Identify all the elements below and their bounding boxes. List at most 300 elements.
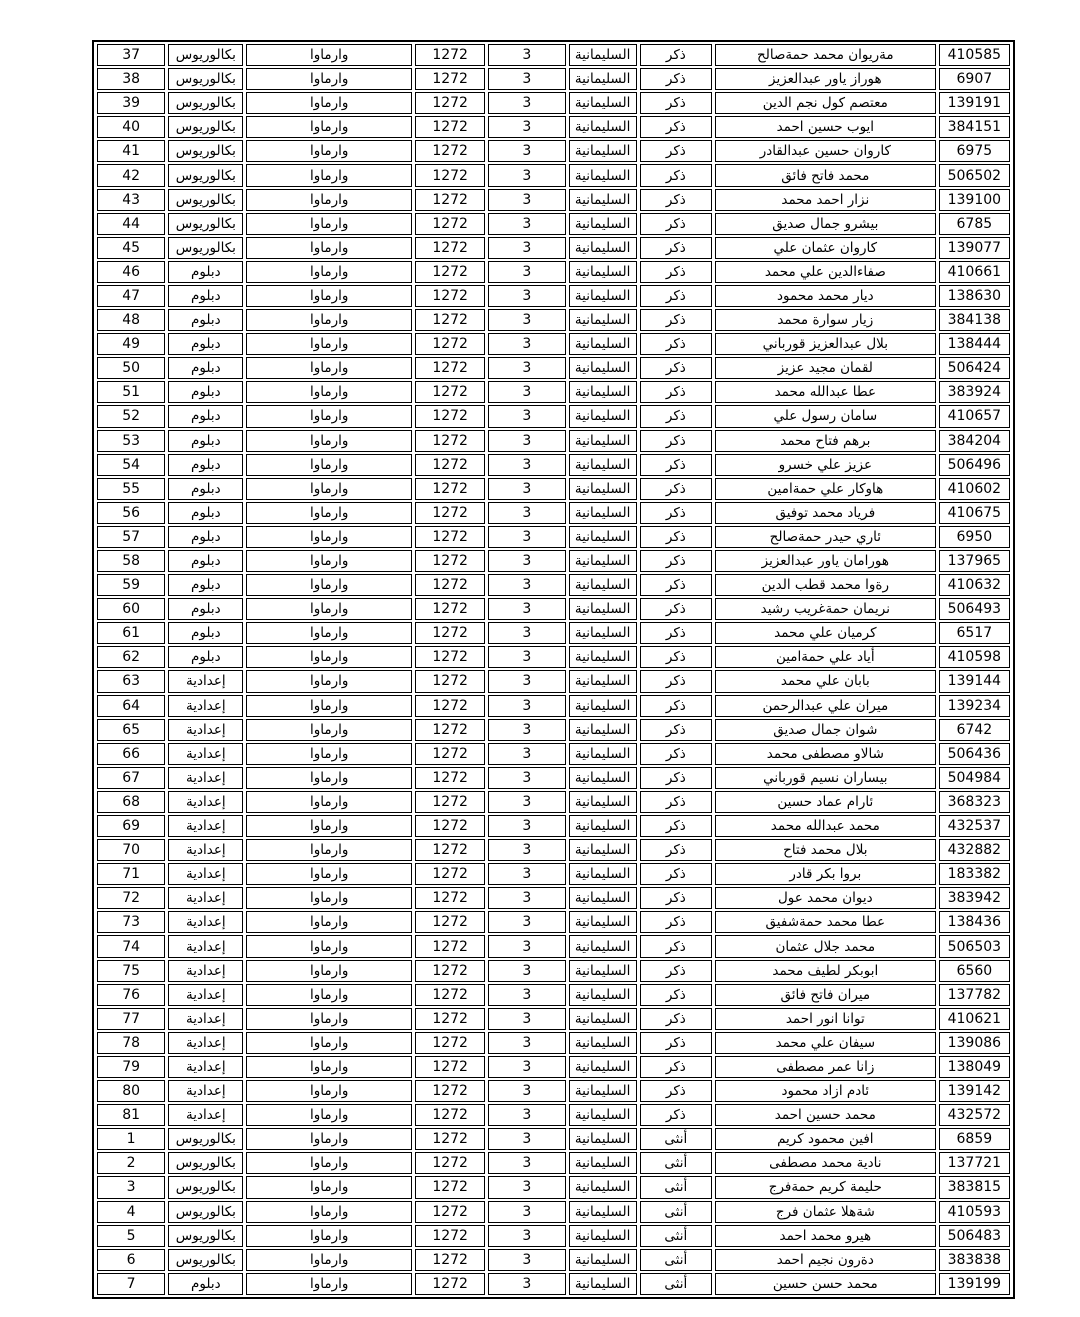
cell-education: بكالوريوس xyxy=(168,92,243,114)
cell-id: 139234 xyxy=(939,695,1010,717)
cell-seq: 45 xyxy=(97,237,165,259)
cell-seq: 78 xyxy=(97,1032,165,1054)
cell-education: إعدادية xyxy=(168,743,243,765)
cell-grade: 3 xyxy=(488,357,565,379)
cell-education: بكالوريوس xyxy=(168,1201,243,1223)
cell-gender: أنثى xyxy=(640,1128,712,1150)
cell-name: محمد عبدالله محمد xyxy=(715,815,936,837)
cell-gender: ذكر xyxy=(640,1056,712,1078)
cell-name: رةوا محمد قطب الدين xyxy=(715,574,936,596)
cell-gender: ذكر xyxy=(640,164,712,186)
cell-seq: 40 xyxy=(97,116,165,138)
cell-grade: 3 xyxy=(488,309,565,331)
cell-name: توانا انور احمد xyxy=(715,1008,936,1030)
cell-seq: 37 xyxy=(97,44,165,66)
cell-id: 6517 xyxy=(939,622,1010,644)
cell-education: بكالوريوس xyxy=(168,189,243,211)
cell-grade: 3 xyxy=(488,670,565,692)
cell-city: السليمانية xyxy=(569,405,637,427)
cell-id: 6785 xyxy=(939,213,1010,235)
cell-code: 1272 xyxy=(415,502,485,524)
cell-id: 432572 xyxy=(939,1104,1010,1126)
cell-city: السليمانية xyxy=(569,550,637,572)
cell-education: دبلوم xyxy=(168,478,243,500)
cell-education: دبلوم xyxy=(168,405,243,427)
table-row xyxy=(97,1128,1010,1150)
cell-location: وارماوا xyxy=(246,815,412,837)
cell-education: دبلوم xyxy=(168,309,243,331)
cell-gender: ذكر xyxy=(640,261,712,283)
records-table-frame xyxy=(92,40,1015,1299)
cell-seq: 68 xyxy=(97,791,165,813)
cell-education: بكالوريوس xyxy=(168,1225,243,1247)
cell-location: وارماوا xyxy=(246,478,412,500)
cell-seq: 61 xyxy=(97,622,165,644)
cell-name: محمد حسين احمد xyxy=(715,1104,936,1126)
cell-grade: 3 xyxy=(488,743,565,765)
cell-location: وارماوا xyxy=(246,189,412,211)
cell-code: 1272 xyxy=(415,1104,485,1126)
table-row xyxy=(97,1176,1010,1198)
cell-location: وارماوا xyxy=(246,68,412,90)
cell-education: إعدادية xyxy=(168,1032,243,1054)
cell-city: السليمانية xyxy=(569,44,637,66)
cell-location: وارماوا xyxy=(246,1128,412,1150)
cell-seq: 46 xyxy=(97,261,165,283)
cell-code: 1272 xyxy=(415,526,485,548)
cell-id: 410657 xyxy=(939,405,1010,427)
cell-seq: 70 xyxy=(97,839,165,861)
cell-id: 368323 xyxy=(939,791,1010,813)
cell-code: 1272 xyxy=(415,44,485,66)
cell-grade: 3 xyxy=(488,189,565,211)
cell-gender: ذكر xyxy=(640,574,712,596)
cell-location: وارماوا xyxy=(246,1032,412,1054)
cell-id: 6560 xyxy=(939,960,1010,982)
cell-grade: 3 xyxy=(488,550,565,572)
records-table-body xyxy=(97,44,1010,1295)
cell-grade: 3 xyxy=(488,1273,565,1295)
cell-grade: 3 xyxy=(488,333,565,355)
cell-seq: 79 xyxy=(97,1056,165,1078)
cell-id: 410585 xyxy=(939,44,1010,66)
cell-seq: 65 xyxy=(97,719,165,741)
cell-seq: 76 xyxy=(97,984,165,1006)
table-row xyxy=(97,1152,1010,1174)
cell-name: ديوان محمد عول xyxy=(715,887,936,909)
cell-seq: 39 xyxy=(97,92,165,114)
cell-grade: 3 xyxy=(488,767,565,789)
cell-seq: 72 xyxy=(97,887,165,909)
cell-code: 1272 xyxy=(415,309,485,331)
cell-name: بيساران نسيم قورباني xyxy=(715,767,936,789)
cell-city: السليمانية xyxy=(569,68,637,90)
cell-city: السليمانية xyxy=(569,935,637,957)
cell-seq: 77 xyxy=(97,1008,165,1030)
cell-grade: 3 xyxy=(488,791,565,813)
cell-seq: 49 xyxy=(97,333,165,355)
cell-id: 383942 xyxy=(939,887,1010,909)
cell-code: 1272 xyxy=(415,164,485,186)
cell-seq: 57 xyxy=(97,526,165,548)
cell-name: شةهلا عثمان فرج xyxy=(715,1201,936,1223)
table-row xyxy=(97,1201,1010,1223)
cell-gender: ذكر xyxy=(640,1104,712,1126)
cell-grade: 3 xyxy=(488,960,565,982)
cell-location: وارماوا xyxy=(246,863,412,885)
cell-gender: ذكر xyxy=(640,863,712,885)
cell-gender: ذكر xyxy=(640,502,712,524)
cell-name: عطا محمد حمةشفيق xyxy=(715,911,936,933)
cell-location: وارماوا xyxy=(246,598,412,620)
cell-grade: 3 xyxy=(488,381,565,403)
cell-code: 1272 xyxy=(415,140,485,162)
cell-location: وارماوا xyxy=(246,92,412,114)
cell-location: وارماوا xyxy=(246,44,412,66)
cell-location: وارماوا xyxy=(246,1152,412,1174)
table-row xyxy=(97,140,1010,162)
cell-gender: ذكر xyxy=(640,767,712,789)
cell-city: السليمانية xyxy=(569,1128,637,1150)
cell-seq: 52 xyxy=(97,405,165,427)
cell-gender: ذكر xyxy=(640,935,712,957)
cell-grade: 3 xyxy=(488,984,565,1006)
cell-grade: 3 xyxy=(488,863,565,885)
table-row xyxy=(97,526,1010,548)
cell-location: وارماوا xyxy=(246,719,412,741)
cell-education: دبلوم xyxy=(168,285,243,307)
table-row xyxy=(97,309,1010,331)
cell-education: بكالوريوس xyxy=(168,140,243,162)
cell-code: 1272 xyxy=(415,478,485,500)
cell-name: نادية محمد مصطفى xyxy=(715,1152,936,1174)
cell-location: وارماوا xyxy=(246,405,412,427)
cell-id: 139077 xyxy=(939,237,1010,259)
cell-code: 1272 xyxy=(415,935,485,957)
cell-seq: 5 xyxy=(97,1225,165,1247)
cell-city: السليمانية xyxy=(569,695,637,717)
cell-city: السليمانية xyxy=(569,1273,637,1295)
cell-education: دبلوم xyxy=(168,622,243,644)
cell-gender: ذكر xyxy=(640,622,712,644)
table-row xyxy=(97,839,1010,861)
cell-city: السليمانية xyxy=(569,1032,637,1054)
cell-id: 137965 xyxy=(939,550,1010,572)
cell-gender: ذكر xyxy=(640,960,712,982)
cell-location: وارماوا xyxy=(246,984,412,1006)
cell-code: 1272 xyxy=(415,1273,485,1295)
cell-education: بكالوريوس xyxy=(168,237,243,259)
cell-name: دةرون نجيم احمد xyxy=(715,1249,936,1271)
cell-code: 1272 xyxy=(415,92,485,114)
table-row xyxy=(97,646,1010,668)
cell-city: السليمانية xyxy=(569,1225,637,1247)
cell-id: 383815 xyxy=(939,1176,1010,1198)
cell-name: ميران فاتح فائق xyxy=(715,984,936,1006)
cell-education: بكالوريوس xyxy=(168,68,243,90)
table-row xyxy=(97,743,1010,765)
table-row xyxy=(97,767,1010,789)
table-row xyxy=(97,116,1010,138)
table-row xyxy=(97,333,1010,355)
cell-name: بابان علي محمد xyxy=(715,670,936,692)
cell-id: 410675 xyxy=(939,502,1010,524)
table-row xyxy=(97,1273,1010,1295)
cell-id: 139199 xyxy=(939,1273,1010,1295)
cell-id: 139191 xyxy=(939,92,1010,114)
cell-location: وارماوا xyxy=(246,381,412,403)
cell-name: زيار سوارة محمد xyxy=(715,309,936,331)
cell-id: 183382 xyxy=(939,863,1010,885)
cell-code: 1272 xyxy=(415,454,485,476)
cell-gender: أنثى xyxy=(640,1201,712,1223)
cell-education: إعدادية xyxy=(168,1056,243,1078)
cell-name: نريمان حمةغريب رشيد xyxy=(715,598,936,620)
cell-code: 1272 xyxy=(415,719,485,741)
cell-code: 1272 xyxy=(415,960,485,982)
cell-seq: 74 xyxy=(97,935,165,957)
cell-location: وارماوا xyxy=(246,309,412,331)
cell-gender: ذكر xyxy=(640,984,712,1006)
cell-city: السليمانية xyxy=(569,381,637,403)
cell-location: وارماوا xyxy=(246,839,412,861)
cell-grade: 3 xyxy=(488,44,565,66)
cell-education: إعدادية xyxy=(168,1080,243,1102)
cell-location: وارماوا xyxy=(246,743,412,765)
cell-city: السليمانية xyxy=(569,646,637,668)
cell-seq: 47 xyxy=(97,285,165,307)
cell-id: 138436 xyxy=(939,911,1010,933)
cell-education: بكالوريوس xyxy=(168,1249,243,1271)
cell-seq: 59 xyxy=(97,574,165,596)
cell-id: 410632 xyxy=(939,574,1010,596)
cell-location: وارماوا xyxy=(246,550,412,572)
cell-id: 506424 xyxy=(939,357,1010,379)
cell-name: محمد فاتح فائق xyxy=(715,164,936,186)
cell-name: فرياد محمد توفيق xyxy=(715,502,936,524)
cell-grade: 3 xyxy=(488,935,565,957)
cell-name: هاوكار علي حمةامين xyxy=(715,478,936,500)
table-row xyxy=(97,454,1010,476)
cell-city: السليمانية xyxy=(569,333,637,355)
cell-grade: 3 xyxy=(488,622,565,644)
cell-gender: ذكر xyxy=(640,333,712,355)
records-table xyxy=(94,42,1013,1297)
table-row xyxy=(97,285,1010,307)
cell-gender: ذكر xyxy=(640,695,712,717)
cell-id: 138049 xyxy=(939,1056,1010,1078)
cell-location: وارماوا xyxy=(246,164,412,186)
cell-name: ديار محمد محمود xyxy=(715,285,936,307)
cell-gender: ذكر xyxy=(640,357,712,379)
cell-city: السليمانية xyxy=(569,430,637,452)
table-row xyxy=(97,1080,1010,1102)
cell-city: السليمانية xyxy=(569,1249,637,1271)
cell-code: 1272 xyxy=(415,237,485,259)
cell-name: عطا عبدالله محمد xyxy=(715,381,936,403)
cell-city: السليمانية xyxy=(569,960,637,982)
cell-grade: 3 xyxy=(488,68,565,90)
cell-name: مةريوان محمد حمةصالح xyxy=(715,44,936,66)
cell-grade: 3 xyxy=(488,1056,565,1078)
cell-name: سيفان علي محمد xyxy=(715,1032,936,1054)
cell-id: 506503 xyxy=(939,935,1010,957)
cell-name: هيرو محمد احمد xyxy=(715,1225,936,1247)
cell-education: بكالوريوس xyxy=(168,1176,243,1198)
cell-education: دبلوم xyxy=(168,333,243,355)
cell-gender: ذكر xyxy=(640,887,712,909)
table-row xyxy=(97,1249,1010,1271)
cell-grade: 3 xyxy=(488,261,565,283)
cell-city: السليمانية xyxy=(569,92,637,114)
cell-seq: 43 xyxy=(97,189,165,211)
cell-gender: ذكر xyxy=(640,1032,712,1054)
cell-id: 384204 xyxy=(939,430,1010,452)
cell-education: دبلوم xyxy=(168,646,243,668)
cell-location: وارماوا xyxy=(246,526,412,548)
cell-seq: 7 xyxy=(97,1273,165,1295)
table-row xyxy=(97,357,1010,379)
cell-id: 504984 xyxy=(939,767,1010,789)
cell-gender: ذكر xyxy=(640,116,712,138)
cell-code: 1272 xyxy=(415,815,485,837)
cell-education: إعدادية xyxy=(168,719,243,741)
cell-location: وارماوا xyxy=(246,430,412,452)
cell-id: 6907 xyxy=(939,68,1010,90)
cell-education: إعدادية xyxy=(168,984,243,1006)
cell-education: إعدادية xyxy=(168,695,243,717)
cell-city: السليمانية xyxy=(569,984,637,1006)
cell-seq: 44 xyxy=(97,213,165,235)
cell-city: السليمانية xyxy=(569,309,637,331)
cell-id: 138630 xyxy=(939,285,1010,307)
cell-name: بلال عبدالعزيز قورباني xyxy=(715,333,936,355)
cell-id: 139142 xyxy=(939,1080,1010,1102)
cell-city: السليمانية xyxy=(569,454,637,476)
cell-location: وارماوا xyxy=(246,454,412,476)
cell-name: بلال محمد فتاح xyxy=(715,839,936,861)
cell-city: السليمانية xyxy=(569,911,637,933)
cell-education: إعدادية xyxy=(168,863,243,885)
cell-name: معتصم كول نجم الدين xyxy=(715,92,936,114)
cell-name: برهم فتاح محمد xyxy=(715,430,936,452)
cell-grade: 3 xyxy=(488,1032,565,1054)
cell-location: وارماوا xyxy=(246,333,412,355)
cell-name: شوان جمال صديق xyxy=(715,719,936,741)
table-row xyxy=(97,92,1010,114)
cell-name: سامان رسول علي xyxy=(715,405,936,427)
table-row xyxy=(97,719,1010,741)
cell-code: 1272 xyxy=(415,984,485,1006)
cell-grade: 3 xyxy=(488,1201,565,1223)
table-row xyxy=(97,237,1010,259)
cell-education: إعدادية xyxy=(168,911,243,933)
cell-id: 410593 xyxy=(939,1201,1010,1223)
cell-grade: 3 xyxy=(488,695,565,717)
cell-grade: 3 xyxy=(488,598,565,620)
cell-name: محمد حسن حسين xyxy=(715,1273,936,1295)
cell-id: 6742 xyxy=(939,719,1010,741)
cell-city: السليمانية xyxy=(569,1056,637,1078)
cell-gender: ذكر xyxy=(640,1080,712,1102)
cell-grade: 3 xyxy=(488,213,565,235)
cell-seq: 42 xyxy=(97,164,165,186)
cell-education: إعدادية xyxy=(168,1104,243,1126)
cell-city: السليمانية xyxy=(569,237,637,259)
cell-location: وارماوا xyxy=(246,935,412,957)
cell-grade: 3 xyxy=(488,430,565,452)
cell-seq: 54 xyxy=(97,454,165,476)
cell-education: بكالوريوس xyxy=(168,213,243,235)
cell-gender: ذكر xyxy=(640,92,712,114)
cell-education: بكالوريوس xyxy=(168,1128,243,1150)
cell-code: 1272 xyxy=(415,189,485,211)
cell-seq: 58 xyxy=(97,550,165,572)
cell-seq: 62 xyxy=(97,646,165,668)
cell-city: السليمانية xyxy=(569,116,637,138)
cell-gender: أنثى xyxy=(640,1152,712,1174)
cell-location: وارماوا xyxy=(246,1056,412,1078)
cell-education: بكالوريوس xyxy=(168,44,243,66)
cell-gender: ذكر xyxy=(640,719,712,741)
cell-city: السليمانية xyxy=(569,815,637,837)
cell-code: 1272 xyxy=(415,646,485,668)
cell-location: وارماوا xyxy=(246,116,412,138)
cell-code: 1272 xyxy=(415,261,485,283)
cell-location: وارماوا xyxy=(246,213,412,235)
cell-city: السليمانية xyxy=(569,140,637,162)
table-row xyxy=(97,695,1010,717)
cell-location: وارماوا xyxy=(246,887,412,909)
cell-city: السليمانية xyxy=(569,1152,637,1174)
cell-gender: ذكر xyxy=(640,44,712,66)
cell-city: السليمانية xyxy=(569,1201,637,1223)
cell-name: ئارام عماد حسين xyxy=(715,791,936,813)
cell-gender: ذكر xyxy=(640,1008,712,1030)
cell-grade: 3 xyxy=(488,405,565,427)
cell-id: 138444 xyxy=(939,333,1010,355)
table-row xyxy=(97,574,1010,596)
cell-education: إعدادية xyxy=(168,791,243,813)
cell-id: 410598 xyxy=(939,646,1010,668)
cell-gender: ذكر xyxy=(640,598,712,620)
cell-id: 506436 xyxy=(939,743,1010,765)
cell-code: 1272 xyxy=(415,911,485,933)
cell-gender: ذكر xyxy=(640,237,712,259)
cell-seq: 3 xyxy=(97,1176,165,1198)
cell-grade: 3 xyxy=(488,815,565,837)
cell-location: وارماوا xyxy=(246,1104,412,1126)
table-row xyxy=(97,598,1010,620)
cell-id: 137721 xyxy=(939,1152,1010,1174)
table-row xyxy=(97,189,1010,211)
cell-location: وارماوا xyxy=(246,1249,412,1271)
cell-code: 1272 xyxy=(415,405,485,427)
cell-id: 506502 xyxy=(939,164,1010,186)
cell-code: 1272 xyxy=(415,1056,485,1078)
cell-gender: ذكر xyxy=(640,213,712,235)
cell-id: 432882 xyxy=(939,839,1010,861)
cell-grade: 3 xyxy=(488,1104,565,1126)
cell-code: 1272 xyxy=(415,213,485,235)
cell-code: 1272 xyxy=(415,574,485,596)
cell-gender: أنثى xyxy=(640,1225,712,1247)
cell-id: 384151 xyxy=(939,116,1010,138)
cell-location: وارماوا xyxy=(246,767,412,789)
cell-code: 1272 xyxy=(415,598,485,620)
cell-name: زانا عمر مصطفى xyxy=(715,1056,936,1078)
cell-location: وارماوا xyxy=(246,1201,412,1223)
